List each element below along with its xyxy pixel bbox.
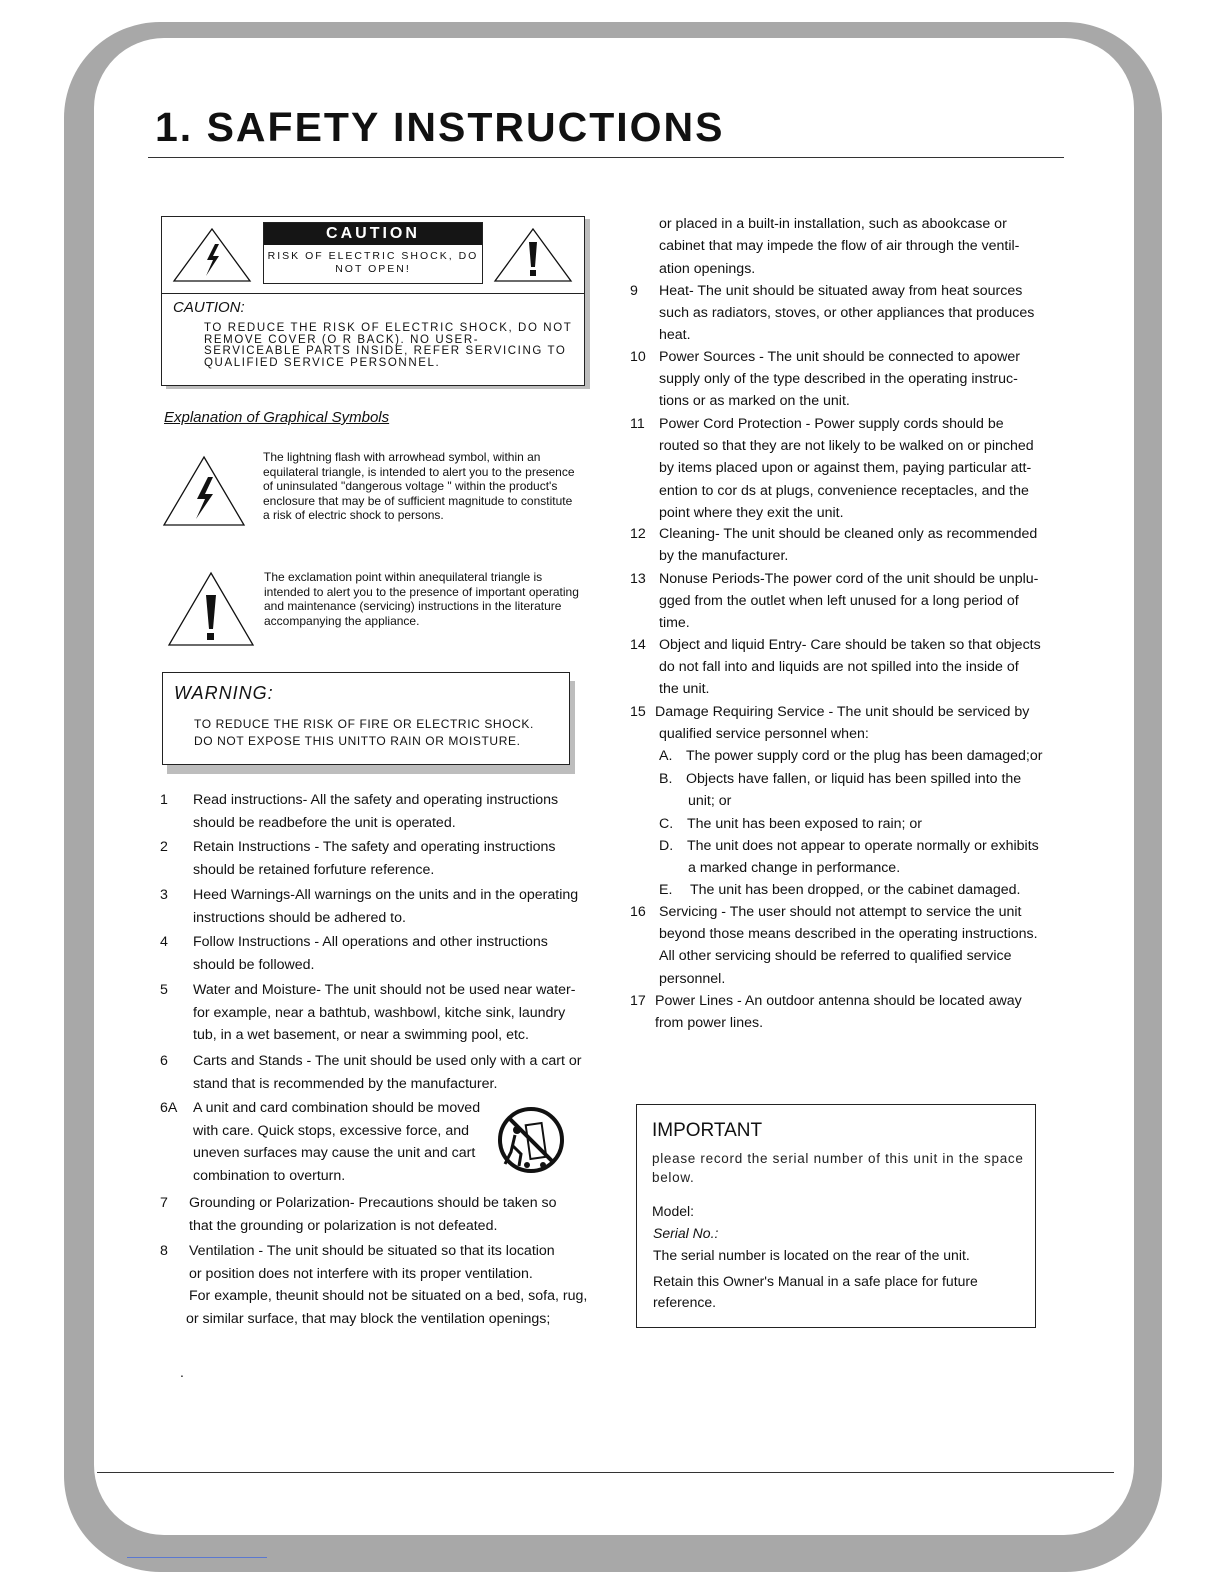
item-line: heat. — [659, 327, 691, 344]
item-line: tub, in a wet basement, or near a swimming pool, etc. — [193, 1027, 529, 1044]
warning-heading: WARNING: — [174, 683, 274, 703]
instruction-item-continued: ation openings. — [659, 260, 756, 277]
item-line: that the grounding or polarization is not defeated. — [189, 1217, 498, 1234]
item-number: 2 — [160, 839, 168, 855]
item-line: the unit. — [659, 681, 710, 698]
item-line: For example, theunit should not be situated on a bed, sofa, rug, — [189, 1288, 588, 1305]
item-number: 4 — [160, 934, 168, 950]
warning-line: TO REDUCE THE RISK OF FIRE OR ELECTRIC SHOCK. — [194, 717, 534, 731]
sub-item-letter: C. — [659, 816, 674, 832]
warning-line: DO NOT EXPOSE THIS UNITTO RAIN OR MOISTURE. — [194, 734, 521, 748]
item-line: All other servicing should be referred to qualified service — [659, 948, 1012, 965]
item-line: Follow Instructions - All operations and other instructions — [193, 934, 548, 950]
item-number: 9 — [630, 283, 638, 299]
item-number: 5 — [160, 982, 168, 998]
item-line: Water and Moisture- The unit should not be used near water- — [193, 982, 576, 998]
sub-item-line: a marked change in performance. — [688, 860, 901, 877]
instruction-item — [630, 990, 1070, 1034]
item-line: from power lines. — [655, 1015, 764, 1032]
item-number: 13 — [630, 571, 646, 587]
item-line: uneven surfaces may cause the unit and cart — [193, 1145, 476, 1162]
footer-link-underline — [127, 1557, 267, 1558]
caution-banner — [263, 222, 483, 284]
sub-item-letter: D. — [659, 838, 674, 854]
item-line: should be retained forfuture reference. — [193, 861, 435, 878]
item-number: 6A — [160, 1100, 178, 1116]
item-line: Object and liquid Entry- Care should be taken so that objects — [659, 637, 1041, 653]
instruction-item — [160, 1240, 620, 1331]
instruction-item — [630, 634, 1070, 701]
sub-item — [659, 813, 1069, 835]
sub-item-line: The unit has been exposed to rain; or — [687, 816, 923, 832]
instruction-item — [160, 979, 620, 1047]
item-number: 10 — [630, 349, 646, 365]
important-note: please record the serial number of this unit in the space below. — [652, 1151, 1024, 1185]
item-line: combination to overturn. — [193, 1168, 346, 1185]
item-line: gged from the outlet when left unused for a long period of — [659, 593, 1019, 610]
serial-label: Serial No.: — [653, 1225, 719, 1241]
item-line: stand that is recommended by the manufacturer. — [193, 1075, 498, 1092]
item-number: 11 — [630, 416, 645, 432]
instruction-item — [630, 568, 1070, 635]
instruction-item — [160, 836, 620, 881]
item-line: Retain Instructions - The safety and operating instructions — [193, 839, 556, 855]
item-line: routed so that they are not likely to be walked on or pinched — [659, 438, 1034, 455]
sub-item-line: The unit does not appear to operate normally or exhibits — [687, 838, 1039, 854]
title-rule — [148, 157, 1064, 158]
caution-risk-text: RISK OF ELECTRIC SHOCK, DO NOT OPEN! — [267, 250, 479, 275]
instruction-item — [160, 1192, 620, 1237]
item-line: time. — [659, 615, 690, 632]
exclamation-symbol-text: The exclamation point within anequilateral triangle is intended to alert you to the presence of important operating and maintenance (servicing) instructions in the literature accompanying the appliance. — [264, 570, 579, 628]
item-line: should be followed. — [193, 956, 315, 973]
instruction-item — [630, 413, 1070, 524]
instruction-item — [160, 1050, 620, 1095]
item-line: or similar surface, that may block the ventilation openings; — [186, 1311, 551, 1328]
instruction-item — [630, 346, 1070, 413]
warning-box — [162, 672, 570, 765]
item-line: with care. Quick stops, excessive force, and — [193, 1122, 469, 1139]
item-line: Read instructions- All the safety and operating instructions — [193, 792, 559, 808]
item-number: 15 — [630, 704, 646, 720]
item-line: ention to cor ds at plugs, convenience receptacles, and the — [659, 482, 1029, 499]
item-line: Cleaning- The unit should be cleaned only as recommended — [659, 526, 1038, 542]
item-line: Ventilation - The unit should be situated so that its location — [189, 1243, 555, 1259]
important-box — [636, 1104, 1036, 1328]
sub-item-line: The unit has been dropped, or the cabinet damaged. — [690, 882, 1021, 898]
item-line: beyond those means described in the operating instructions. — [659, 926, 1038, 943]
item-number: 12 — [630, 526, 646, 542]
item-line: Servicing - The user should not attempt to service the unit — [659, 904, 1022, 920]
footer-dot: . — [180, 1364, 184, 1380]
item-line: by the manufacturer. — [659, 548, 789, 565]
item-line: qualified service personnel when: — [659, 726, 869, 743]
item-line: Damage Requiring Service - The unit should be serviced by — [655, 704, 1030, 720]
item-line: Power Lines - An outdoor antenna should be located away — [655, 993, 1022, 1009]
lightning-symbol-text: The lightning flash with arrowhead symbol, within an equilateral triangle, is intended to alert you to the presence of uninsulated "dangerous voltage " within the product's enclosure that may be of sufficient magnitude to constitute a risk of electric shock to persons. — [263, 450, 575, 523]
item-number: 17 — [630, 993, 646, 1009]
item-line: Power Cord Protection - Power supply cords should be — [659, 416, 1004, 432]
instruction-item — [160, 884, 620, 929]
cart-warning-icon — [495, 1102, 565, 1174]
instruction-item — [630, 701, 1070, 745]
item-number: 6 — [160, 1053, 168, 1069]
item-line: such as radiators, stoves, or other appliances that produces — [659, 305, 1035, 322]
instruction-item — [160, 789, 620, 834]
symbols-title: Explanation of Graphical Symbols — [164, 409, 390, 426]
item-line: Power Sources - The unit should be connected to apower — [659, 349, 1020, 365]
item-number: 14 — [630, 637, 646, 653]
item-number: 8 — [160, 1243, 168, 1259]
instruction-item — [630, 280, 1070, 347]
item-line: personnel. — [659, 970, 726, 987]
item-number: 3 — [160, 887, 168, 903]
instruction-item — [630, 523, 1070, 567]
item-line: by items placed upon or against them, paying particular att- — [659, 460, 1032, 477]
caution-text: TO REDUCE THE RISK OF ELECTRIC SHOCK, DO NOT REMOVE COVER (O R BACK). NO USER-SERVICEABLE PARTS INSIDE, REFER SERVICING TO QUALIFIED SERVICE PERSONNEL. — [204, 322, 573, 369]
sub-item-line: The power supply cord or the plug has been damaged;or — [686, 748, 1043, 764]
sub-item-letter: E. — [659, 882, 673, 898]
caution-heading: CAUTION: — [173, 299, 245, 316]
item-line: or position does not interfere with its proper ventilation. — [189, 1265, 533, 1282]
sub-item — [659, 745, 1069, 767]
sub-item-line: Objects have fallen, or liquid has been spilled into the — [686, 771, 1022, 787]
item-line: do not fall into and liquids are not spilled into the inside of — [659, 659, 1019, 676]
caution-header — [162, 217, 584, 294]
lightning-triangle-icon — [162, 455, 246, 527]
item-line: Heed Warnings-All warnings on the units and in the operating — [193, 887, 579, 903]
page-title: 1. SAFETY INSTRUCTIONS — [155, 104, 725, 150]
item-line: for example, near a bathtub, washbowl, kitche sink, laundry — [193, 1004, 566, 1021]
exclamation-triangle-icon — [493, 227, 573, 283]
item-line: point where they exit the unit. — [659, 504, 844, 521]
item-line: supply only of the type described in the operating instruc- — [659, 371, 1018, 388]
item-line: Carts and Stands - The unit should be used only with a cart or — [193, 1053, 582, 1069]
item-line: Grounding or Polarization- Precautions should be taken so — [189, 1195, 557, 1211]
retain-manual-text: Retain this Owner's Manual in a safe place for future reference. — [653, 1273, 978, 1310]
sub-item — [659, 835, 1069, 880]
important-title: IMPORTANT — [652, 1120, 763, 1141]
model-label: Model: — [652, 1203, 695, 1219]
sub-item — [659, 768, 1069, 813]
item-line: tions or as marked on the unit. — [659, 393, 850, 410]
item-line: Heat- The unit should be situated away from heat sources — [659, 283, 1023, 299]
item-number: 16 — [630, 904, 646, 920]
item-number: 7 — [160, 1195, 168, 1211]
item-line: A unit and card combination should be moved — [193, 1100, 481, 1116]
caution-box — [161, 216, 585, 386]
exclamation-triangle-icon — [167, 571, 255, 647]
serial-location-text: The serial number is located on the rear of the unit. — [653, 1247, 970, 1263]
instruction-item — [630, 901, 1070, 990]
instruction-item-continued: or placed in a built-in installation, such as abookcase or — [659, 216, 1007, 232]
sub-item-letter: B. — [659, 771, 673, 787]
lightning-triangle-icon — [172, 227, 252, 283]
instruction-item-continued: cabinet that may impede the flow of air through the ventil- — [659, 238, 1020, 255]
item-line: should be readbefore the unit is operated. — [193, 814, 456, 831]
item-line: Nonuse Periods-The power cord of the unit should be unplu- — [659, 571, 1039, 587]
sub-item-line: unit; or — [688, 793, 732, 810]
sub-item — [659, 879, 1069, 901]
instruction-item — [160, 931, 620, 976]
footer-rule — [97, 1472, 1114, 1473]
warning-text — [194, 716, 566, 750]
item-number: 1 — [160, 792, 168, 808]
caution-label: CAUTION — [264, 223, 482, 245]
sub-item-letter: A. — [659, 748, 673, 764]
item-line: instructions should be adhered to. — [193, 909, 406, 926]
